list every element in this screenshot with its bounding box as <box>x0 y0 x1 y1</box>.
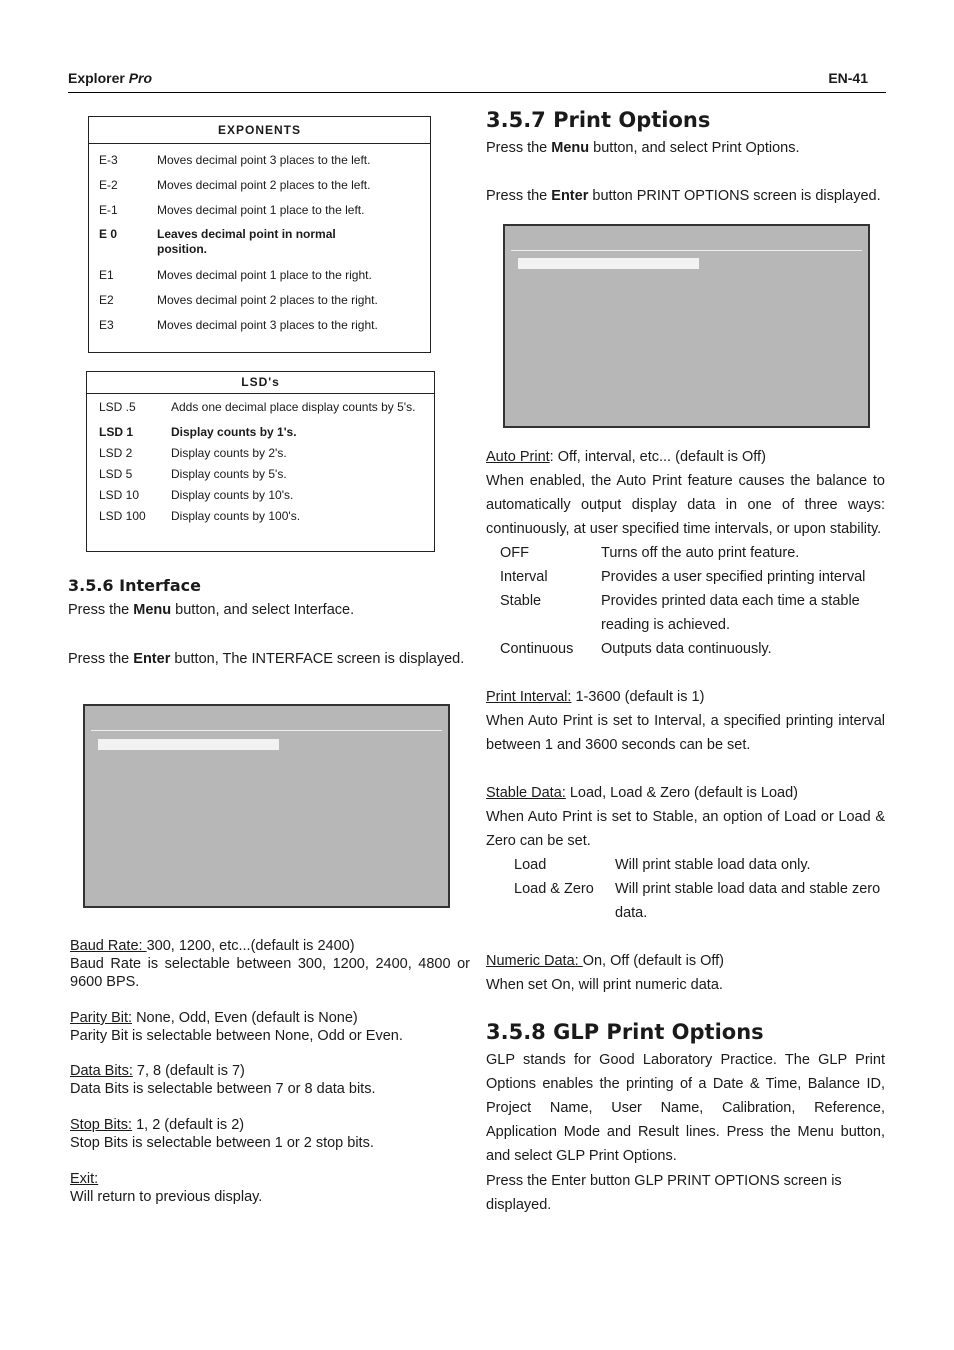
option-key: Load & Zero <box>514 881 594 897</box>
auto-print-label: Auto Print <box>486 449 550 465</box>
enter-button-ref: Enter <box>133 651 171 667</box>
text: button, and select Interface. <box>171 602 355 618</box>
interface-menu-instruction <box>68 598 354 622</box>
interface-enter-instruction <box>68 647 464 671</box>
data-bits-value: 7, 8 (default is 7) <box>132 1063 245 1079</box>
interface-heading: 3.5.6 Interface <box>68 576 201 595</box>
option-key: Interval <box>500 569 548 585</box>
text: Press the <box>68 651 134 667</box>
row-key: E3 <box>99 318 114 332</box>
row-key: LSD 10 <box>99 488 140 502</box>
row-key: LSD 2 <box>99 446 133 460</box>
option-value: Turns off the auto print feature. <box>601 545 800 561</box>
baud-rate-description: Baud Rate is selectable between 300, 1200, 2400, 4800 or 9600 BPS. <box>70 956 470 990</box>
parity-bit-label: Parity Bit: <box>70 1010 133 1026</box>
row-value: Moves decimal point 3 places to the right. <box>157 318 378 332</box>
brand-name: Explorer <box>68 70 125 86</box>
row-value: Display counts by 1's. <box>171 425 297 439</box>
option-value: Will print stable load data and stable zero <box>615 881 881 897</box>
exponents-table-title: EXPONENTS <box>89 117 430 144</box>
exit-description: Will return to previous display. <box>70 1189 263 1205</box>
text: button PRINT OPTIONS screen is displayed. <box>588 188 881 204</box>
exit-label: Exit: <box>70 1171 99 1187</box>
screen-highlight-bar <box>98 739 279 750</box>
option-key: Load <box>514 857 547 873</box>
glp-enter-instruction: Press the Enter button GLP PRINT OPTIONS screen is displayed. <box>486 1173 842 1213</box>
numeric-data-description: When set On, will print numeric data. <box>486 977 723 993</box>
numeric-data-label: Numeric Data: <box>486 953 583 969</box>
stable-data-block <box>486 781 885 853</box>
row-value: Moves decimal point 1 place to the left. <box>157 203 365 217</box>
screen-highlight-bar <box>518 258 699 269</box>
option-key: OFF <box>500 545 529 561</box>
data-bits-description: Data Bits is selectable between 7 or 8 data bits. <box>70 1081 376 1097</box>
option-value: Outputs data continuously. <box>601 641 772 657</box>
row-value: Leaves decimal point in normal <box>157 227 336 241</box>
glp-description: GLP stands for Good Laboratory Practice. The GLP Print Options enables the printing of a Date & Time, Balance ID, Project Name, User Name, Calibration, Reference, Application Mode and Result lines. Press the Menu button, and select GLP Print Options. <box>486 1052 885 1164</box>
stop-bits-block <box>70 1116 470 1152</box>
auto-print-description: When enabled, the Auto Print feature causes the balance to automatically output display data in one of three ways: continuously, at user specified time intervals, or upon stability. <box>486 473 885 537</box>
row-key: E-1 <box>99 203 118 217</box>
option-key: Continuous <box>500 641 574 657</box>
row-key: E 0 <box>99 227 118 241</box>
stable-data-options-list <box>514 853 885 925</box>
row-value: Display counts by 10's. <box>171 488 294 502</box>
exponents-table <box>88 116 431 353</box>
option-value: Provides printed data each time a stable <box>601 593 860 609</box>
print-interval-description: When Auto Print is set to Interval, a specified printing interval between 1 and 3600 seconds can be set. <box>486 713 885 753</box>
stop-bits-description: Stop Bits is selectable between 1 or 2 stop bits. <box>70 1135 374 1151</box>
stop-bits-label: Stop Bits: <box>70 1117 133 1133</box>
row-key: E2 <box>99 293 114 307</box>
lsd-table-title: LSD's <box>87 372 434 394</box>
option-key: Stable <box>500 593 542 609</box>
baud-rate-block <box>70 937 470 991</box>
row-key: E-2 <box>99 178 118 192</box>
baud-rate-label: Baud Rate: <box>70 938 147 954</box>
row-value: Moves decimal point 1 place to the right. <box>157 268 372 282</box>
running-header-title <box>68 70 152 86</box>
stable-data-description: When Auto Print is set to Stable, an option of Load or Load & Zero can be set. <box>486 809 885 849</box>
data-bits-block <box>70 1062 470 1098</box>
row-value: Display counts by 2's. <box>171 446 287 460</box>
parity-bit-block <box>70 1009 470 1045</box>
print-interval-label: Print Interval: <box>486 689 572 705</box>
numeric-data-value: On, Off (default is Off) <box>582 953 725 969</box>
row-value: Display counts by 5's. <box>171 467 287 481</box>
stop-bits-value: 1, 2 (default is 2) <box>132 1117 245 1133</box>
row-value: Display counts by 100's. <box>171 509 301 523</box>
text: button, The INTERFACE screen is displayed. <box>170 651 465 667</box>
text: Press the <box>486 140 552 156</box>
print-options-menu-instruction <box>486 136 800 160</box>
menu-button-ref: Menu <box>133 602 172 618</box>
text: Press the <box>486 188 552 204</box>
header-rule <box>68 92 886 93</box>
enter-button-ref: Enter <box>551 188 589 204</box>
interface-screen-image <box>83 704 450 908</box>
print-interval-value: 1-3600 (default is 1) <box>571 689 705 705</box>
auto-print-block <box>486 445 885 541</box>
row-value: Moves decimal point 2 places to the left. <box>157 178 371 192</box>
option-value-continued: data. <box>615 905 648 921</box>
parity-bit-value: None, Odd, Even (default is None) <box>132 1010 358 1026</box>
text: button, and select Print Options. <box>589 140 800 156</box>
stable-data-value: Load, Load & Zero (default is Load) <box>565 785 798 801</box>
option-value-continued: reading is achieved. <box>601 617 730 633</box>
print-options-heading: 3.5.7 Print Options <box>486 108 711 132</box>
parity-bit-description: Parity Bit is selectable between None, Odd or Even. <box>70 1028 403 1044</box>
glp-heading: 3.5.8 GLP Print Options <box>486 1020 764 1044</box>
row-key: LSD .5 <box>99 400 136 414</box>
row-value-continued: position. <box>157 242 207 256</box>
lsd-table <box>86 371 435 552</box>
row-value: Adds one decimal place display counts by 5's. <box>171 400 416 414</box>
menu-button-ref: Menu <box>551 140 590 156</box>
data-bits-label: Data Bits: <box>70 1063 133 1079</box>
page-number: EN-41 <box>828 70 868 86</box>
option-value: Provides a user specified printing interval <box>601 569 866 585</box>
baud-rate-value: 300, 1200, etc...(default is 2400) <box>146 938 355 954</box>
auto-print-value: : Off, interval, etc... (default is Off) <box>549 449 766 465</box>
text: Press the <box>68 602 134 618</box>
print-options-screen-image <box>503 224 870 428</box>
row-key: LSD 100 <box>99 509 146 523</box>
row-value: Moves decimal point 3 places to the left. <box>157 153 371 167</box>
auto-print-options-list <box>500 541 885 661</box>
screen-divider <box>511 250 862 251</box>
row-key: LSD 5 <box>99 467 133 481</box>
row-key: E-3 <box>99 153 118 167</box>
numeric-data-block <box>486 949 885 997</box>
stable-data-label: Stable Data: <box>486 785 566 801</box>
brand-suffix: Pro <box>128 70 153 86</box>
row-key: LSD 1 <box>99 425 134 439</box>
row-key: E1 <box>99 268 114 282</box>
print-interval-block <box>486 685 885 757</box>
row-value: Moves decimal point 2 places to the right. <box>157 293 378 307</box>
print-options-enter-instruction <box>486 184 881 208</box>
option-value: Will print stable load data only. <box>615 857 811 873</box>
exit-block <box>70 1170 470 1206</box>
screen-divider <box>91 730 442 731</box>
